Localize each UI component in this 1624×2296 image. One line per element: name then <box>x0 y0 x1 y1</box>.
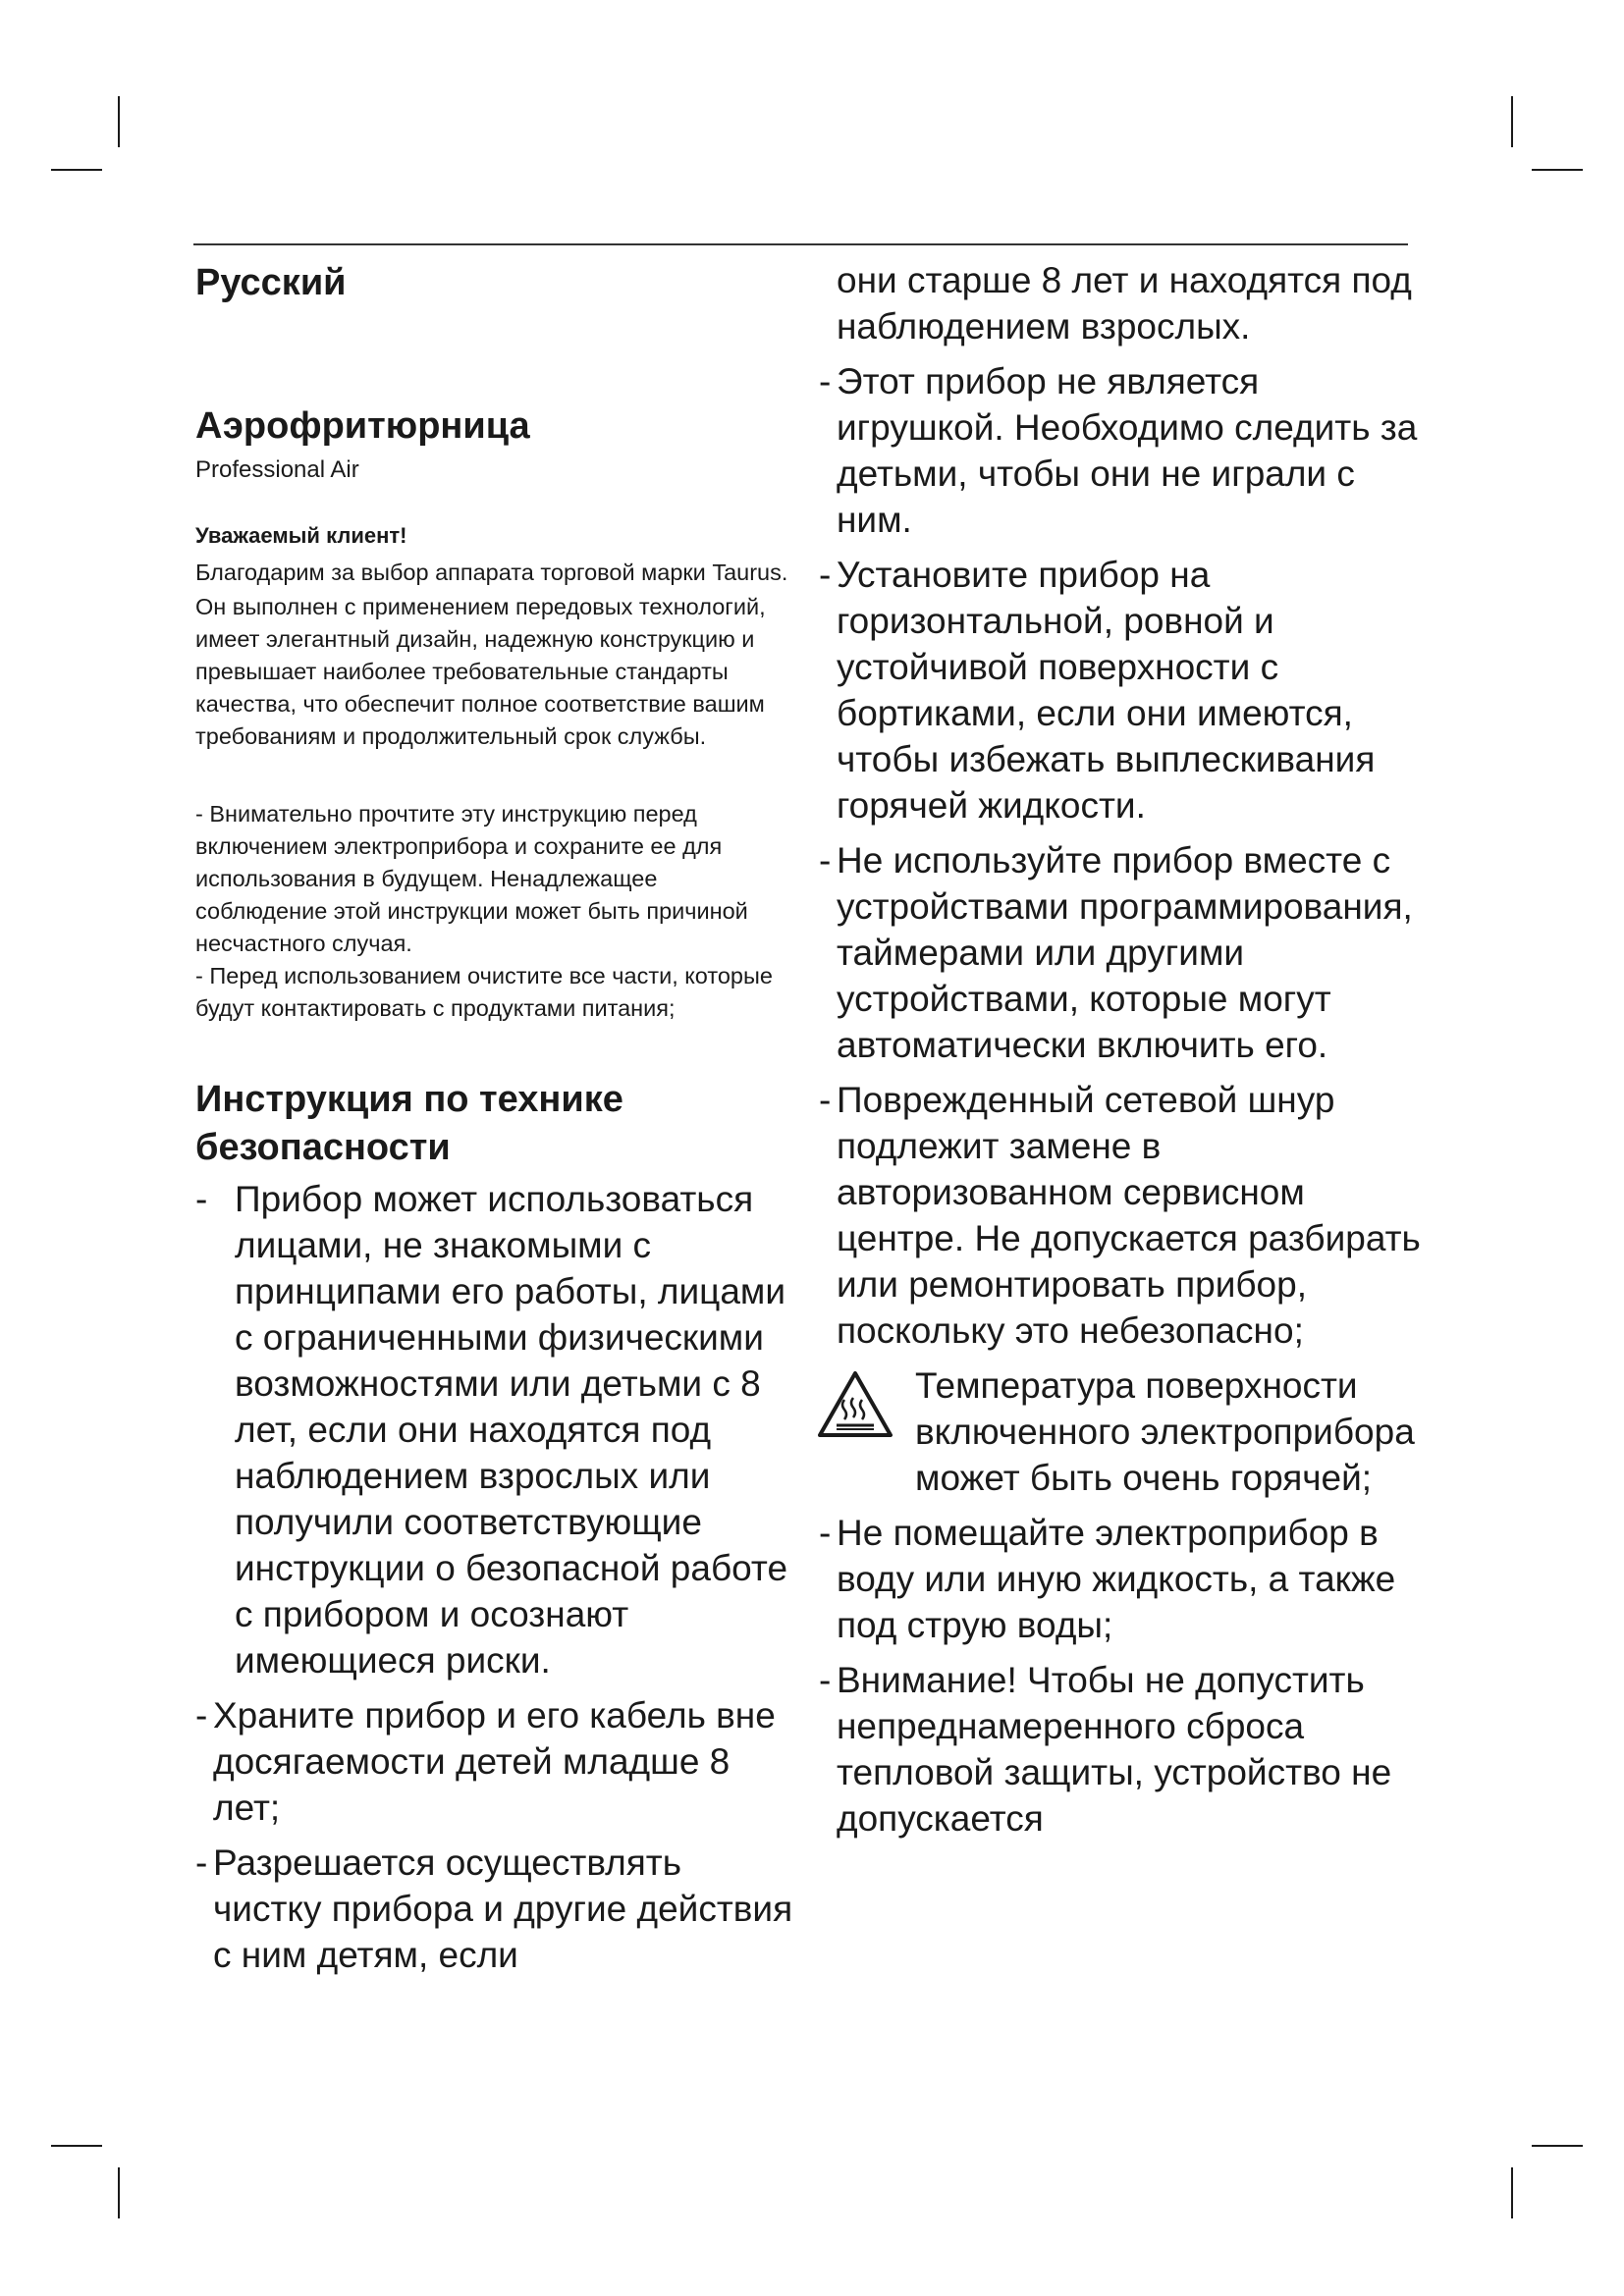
safety-item-text: Прибор может использоваться лицами, не знакомыми с принципами его работы, лицами с ограниченными физическими возможностями или детьми с 8 лет, если они находятся под наблюдением взрослых или получили соответствующие инструкции о безопасной работе с прибором и осознают имеющиеся риски. <box>235 1178 788 1681</box>
hot-surface-warning-icon <box>817 1370 893 1439</box>
safety-list-left <box>195 1176 794 1978</box>
safety-item-text: Разрешается осуществлять чистку прибора и другие действия с ним детям, если <box>213 1842 793 1975</box>
hot-surface-warning <box>819 1362 1428 1501</box>
safety-item: - Этот прибор не является игрушкой. Необходимо следить за детьми, чтобы они не играли с ним. <box>819 358 1428 543</box>
safety-item-text: Внимание! Чтобы не допустить непреднамеренного сброса тепловой защиты, устройство не допускается <box>837 1660 1392 1839</box>
product-name: Аэрофритюрница <box>195 404 530 447</box>
safety-item-text: Не используйте прибор вместе с устройствами программирования, таймерами или другими устройствами, которые могут автоматически включить его. <box>837 840 1413 1065</box>
crop-mark <box>1511 96 1513 147</box>
product-model: Professional Air <box>195 456 359 484</box>
safety-item: - Прибор может использоваться лицами, не знакомыми с принципами его работы, лицами с ограниченными физическими возможностями или детьми с 8 лет, если они находятся под наблюдением взрослых или получили соответствующие инструкции о безопасной работе с прибором и осознают имеющиеся риски. <box>195 1176 794 1683</box>
crop-mark <box>118 96 120 147</box>
crop-mark <box>118 2167 120 2218</box>
crop-mark <box>1511 2167 1513 2218</box>
intro-note: - Внимательно прочтите эту инструкцию перед включением электроприбора и сохраните ее для использования в будущем. Ненадлежащее соблюдение этой инструкции может быть причиной несчастного случая. <box>195 800 748 956</box>
crop-mark <box>1532 2145 1583 2147</box>
safety-item: - Храните прибор и его кабель вне досягаемости детей младше 8 лет; <box>195 1692 794 1831</box>
right-column <box>819 257 1428 1850</box>
greeting: Уважаемый клиент! <box>195 523 407 549</box>
safety-item-text: Этот прибор не является игрушкой. Необходимо следить за детьми, чтобы они не играли с ним. <box>837 361 1418 540</box>
safety-item: - Поврежденный сетевой шнур подлежит замене в авторизованном сервисном центре. Не допускается разбирать или ремонтировать прибор, поскольку это небезопасно; <box>819 1077 1428 1354</box>
crop-mark <box>51 169 102 171</box>
warning-text-rest: включенного электроприбора может быть очень горячей; <box>915 1412 1415 1498</box>
intro-paragraph: Благодарим за выбор аппарата торговой марки Taurus. <box>195 559 788 585</box>
safety-heading: Инструкция по технике безопасности <box>195 1078 623 1168</box>
safety-item-continuation: они старше 8 лет и находятся под наблюдением взрослых. <box>837 260 1412 347</box>
crop-mark <box>1532 169 1583 171</box>
safety-item: - Разрешается осуществлять чистку прибора и другие действия с ним детям, если <box>195 1840 794 1978</box>
left-column <box>195 257 794 1987</box>
warning-text-first-line: Температура поверхности <box>915 1365 1358 1406</box>
intro-paragraph: Он выполнен с применением передовых технологий, имеет элегантный дизайн, надежную конструкцию и превышает наиболее требовательные стандарты качества, что обеспечит полное соответствие вашим требованиям и продолжительный срок службы. <box>195 593 766 749</box>
safety-item: - Внимание! Чтобы не допустить непреднамеренного сброса тепловой защиты, устройство не допускается <box>819 1657 1428 1842</box>
intro-text <box>195 557 794 798</box>
language-title: Русский <box>195 262 347 303</box>
crop-mark <box>51 2145 102 2147</box>
safety-item: - Не используйте прибор вместе с устройствами программирования, таймерами или другими устройствами, которые могут автоматически включить его. <box>819 837 1428 1068</box>
safety-item-text: Храните прибор и его кабель вне досягаемости детей младше 8 лет; <box>213 1694 776 1828</box>
intro-notes <box>195 798 794 1025</box>
safety-item-text: Не помещайте электроприбор в воду или иную жидкость, а также под струю воды; <box>837 1513 1396 1645</box>
header-rule <box>193 243 1408 245</box>
intro-note: - Перед использованием очистите все части, которые будут контактировать с продуктами питания; <box>195 962 773 1021</box>
safety-item: - Не помещайте электроприбор в воду или иную жидкость, а также под струю воды; <box>819 1510 1428 1648</box>
safety-item: - Установите прибор на горизонтальной, ровной и устойчивой поверхности с бортиками, если они имеются, чтобы избежать выплескивания горячей жидкости. <box>819 552 1428 828</box>
safety-item-text: Поврежденный сетевой шнур подлежит замене в авторизованном сервисном центре. Не допускается разбирать или ремонтировать прибор, поскольку это небезопасно; <box>837 1080 1421 1351</box>
safety-item-text: Установите прибор на горизонтальной, ровной и устойчивой поверхности с бортиками, если они имеются, чтобы избежать выплескивания горячей жидкости. <box>837 555 1376 826</box>
